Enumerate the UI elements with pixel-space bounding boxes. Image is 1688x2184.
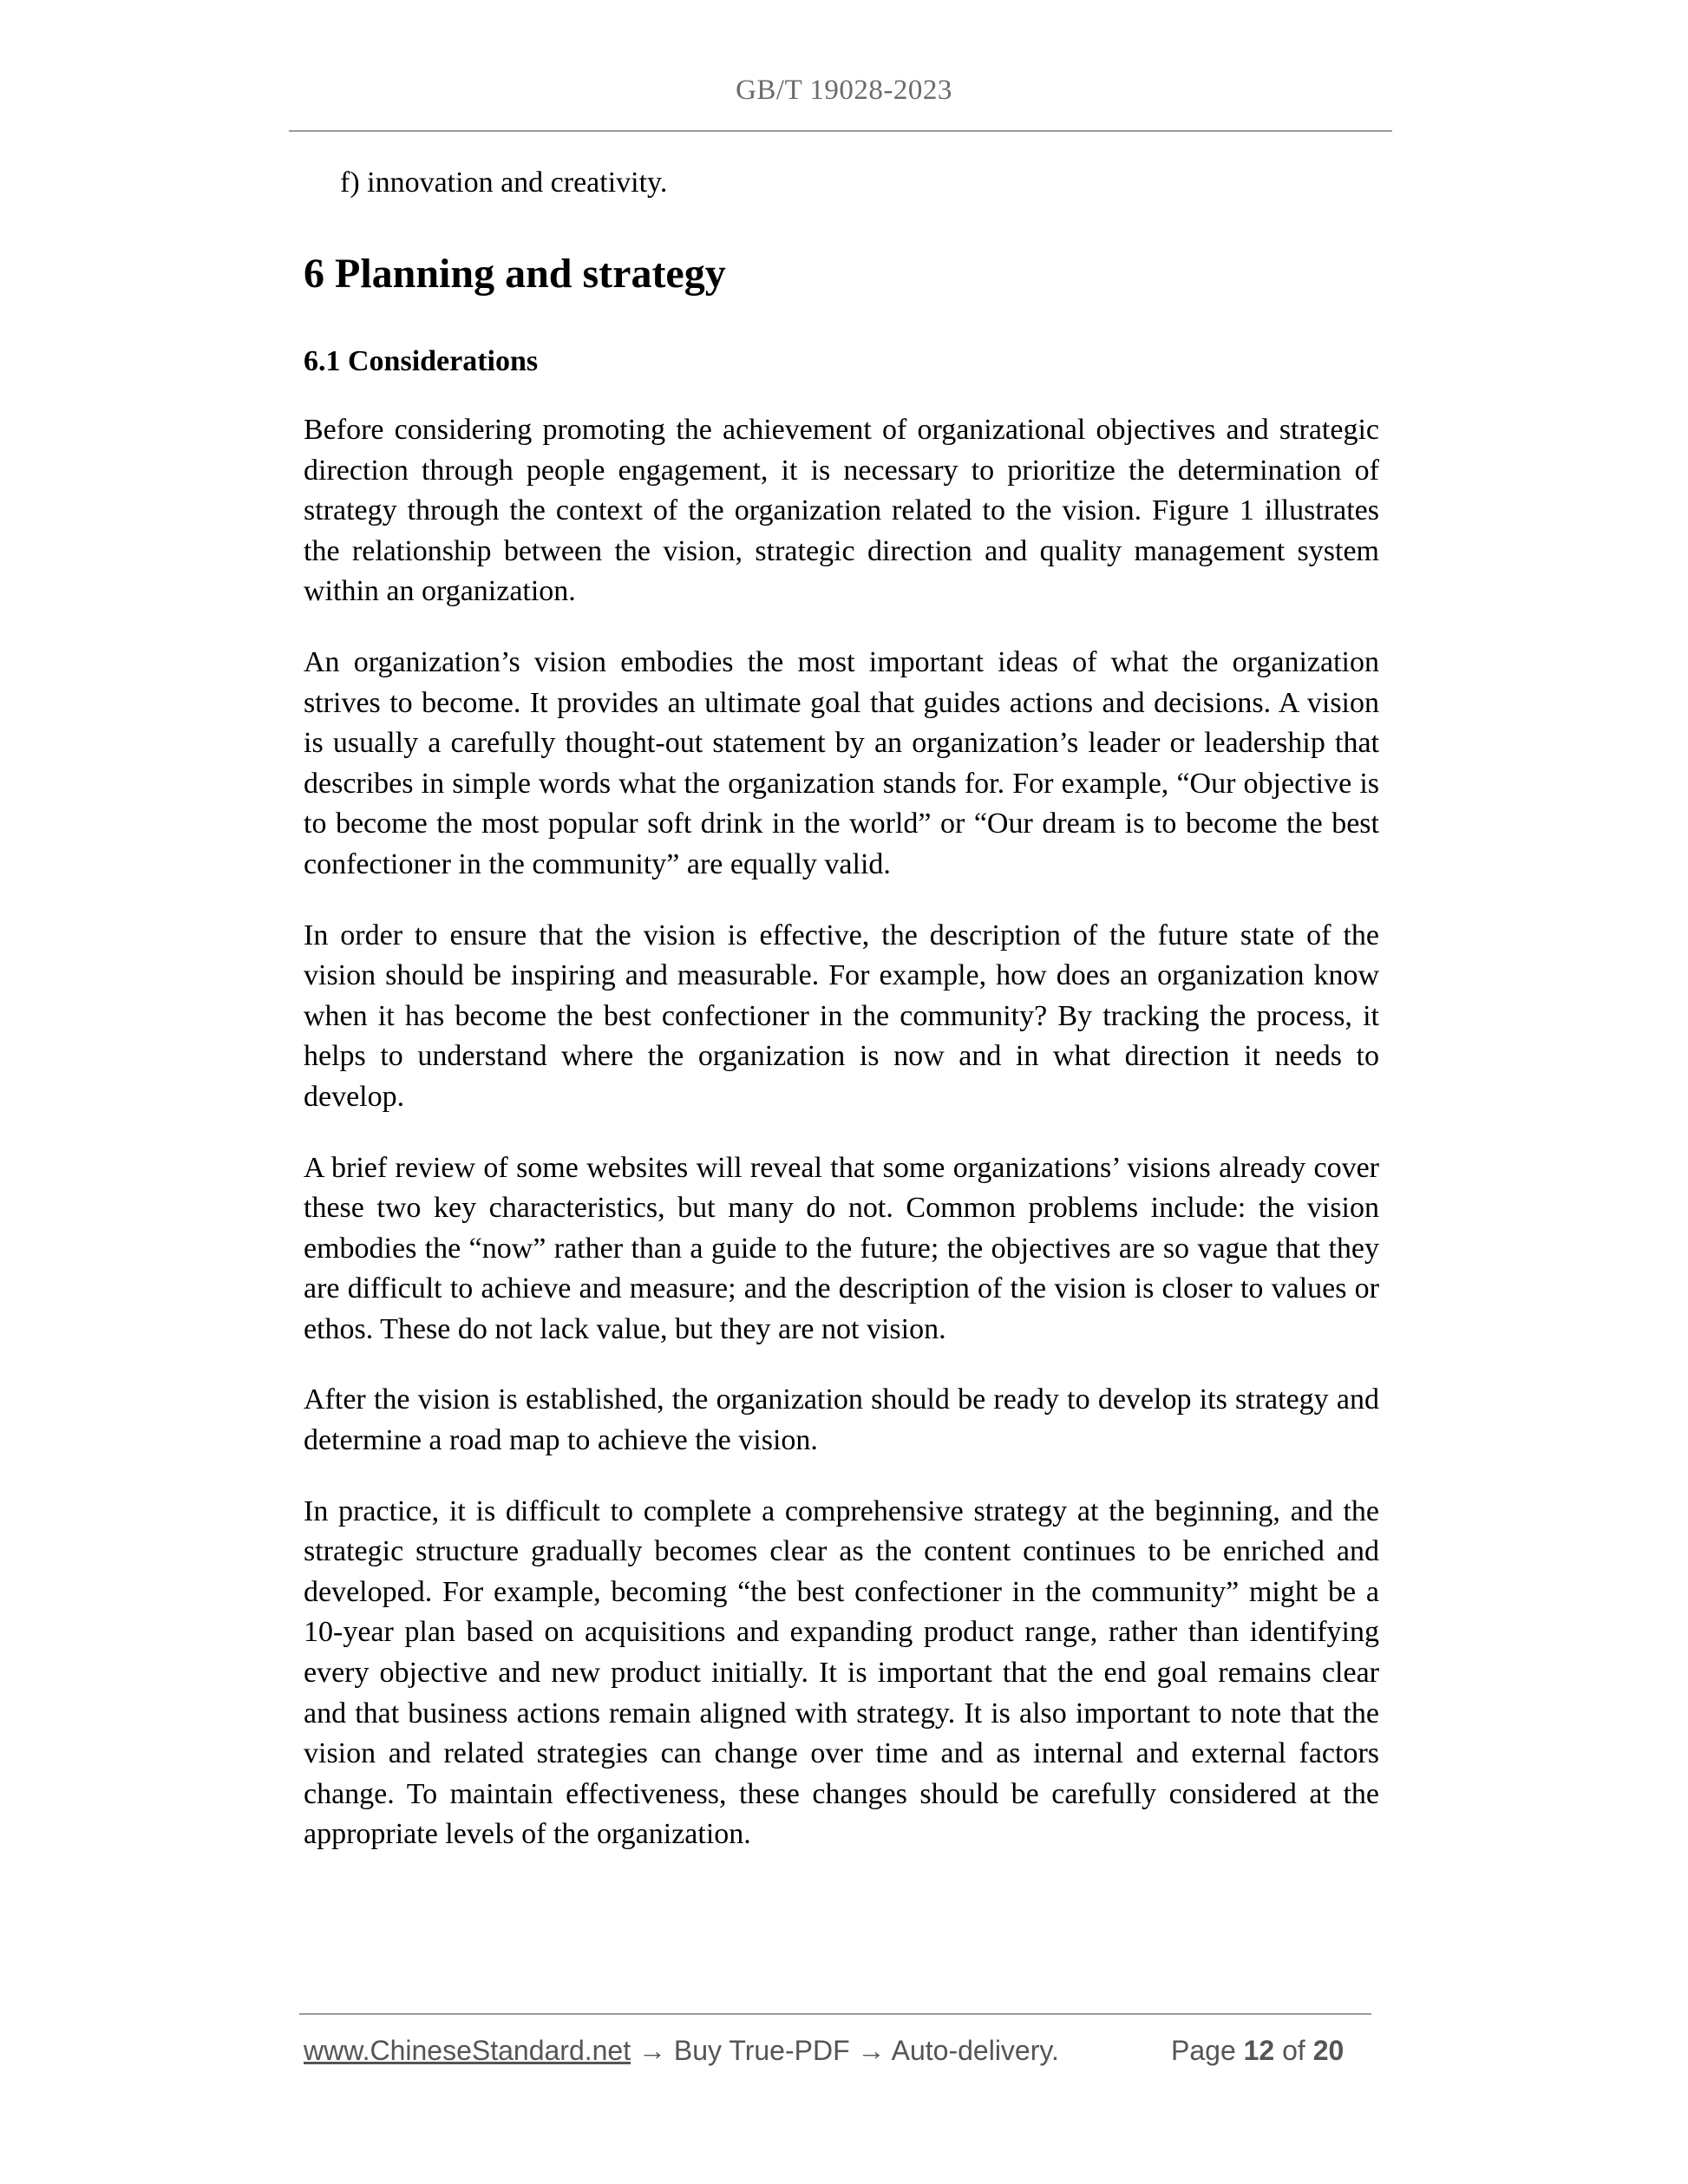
page-indicator [1171,2033,1344,2068]
page-total: 20 [1312,2035,1345,2066]
paragraph: In practice, it is difficult to complete a comprehensive strategy at the beginning, and the strategic structure gradually becomes clear as the content continues to be enriched and developed. For example, becoming “the best confectioner in the community” might be a 10-year plan based on acquisitions and expanding product range, rather than identifying every objective and new product initially. It is important that the end goal remains clear and that business actions remain aligned with strategy. It is also important to note that the vision and related strategies can change over time and as internal and external factors change. To maintain effectiveness, these changes should be carefully considered at the appropriate levels of the organization. [304,1494,1379,1851]
header-divider [289,130,1392,132]
of-label: of [1282,2035,1305,2066]
standard-code-header: GB/T 19028-2023 [736,75,952,106]
page-label: Page [1171,2035,1236,2066]
clause-heading: 6 Planning and strategy [304,251,726,297]
paragraph: In order to ensure that the vision is effective, the description of the future state of the vision should be inspiring and measurable. For example, how does an organization know when it has become the best confectioner in the community? By tracking the process, it helps to understand where the organization is now and in what direction it needs to develop. [304,919,1379,1113]
subclause-heading: 6.1 Considerations [304,345,539,377]
footer-promo-text: → Buy True-PDF → Auto-delivery. [631,2035,1059,2066]
paragraph: A brief review of some websites will reveal that some organizations’ visions already cover these two key characteristics, but many do not. Common problems include: the vision embodies the “now” rather than a guide to the future; the objectives are so vague that they are difficult to achieve and measure; and the description of the vision is closer to values or ethos. These do not lack value, but they are not vision. [304,1151,1379,1345]
paragraph: After the vision is established, the organization should be ready to develop its strategy and determine a road map to achieve the vision. [304,1383,1379,1457]
paragraph: An organization’s vision embodies the most important ideas of what the organization strives to become. It provides an ultimate goal that guides actions and decisions. A vision is usually a carefully thought-out statement by an organization’s leader or leadership that describes in simple words what the organization stands for. For example, “Our objective is to become the most popular soft drink in the world” or “Our dream is to become the best confectioner in the community” are equally valid. [304,645,1379,880]
footer-divider [299,2013,1371,2015]
website-link[interactable]: www.ChineseStandard.net [304,2035,631,2066]
list-item-f: f) innovation and creativity. [340,167,668,199]
page-number: 12 [1243,2035,1275,2066]
document-body [304,163,1379,1855]
footer-promo [304,2033,1059,2068]
paragraph: Before considering promoting the achievement of organizational objectives and strategic direction through people engagement, it is necessary to prioritize the determination of strategy through the context of the organization related to the vision. Figure 1 illustrates the relationship between the vision, strategic direction and quality management system within an organization. [304,414,1379,608]
